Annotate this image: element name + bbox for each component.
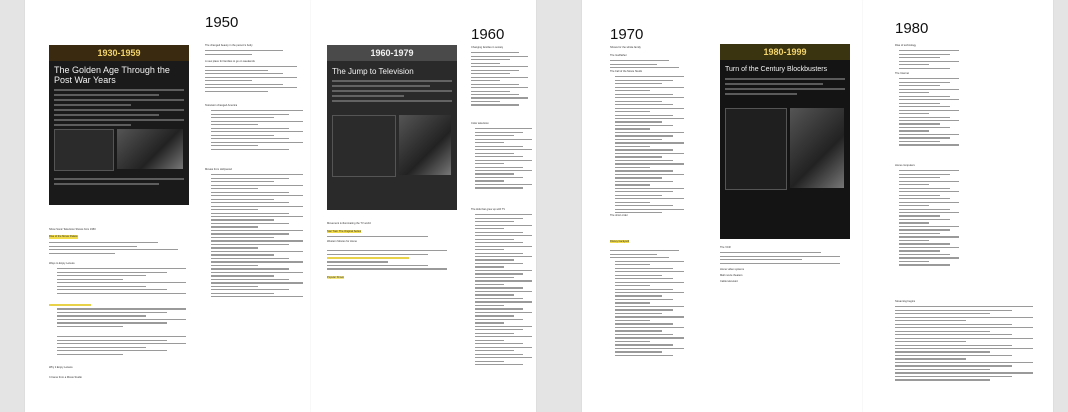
note-line: Western Movies for Home <box>327 240 357 243</box>
note-line: The VCR <box>720 246 731 249</box>
text-lines-4a <box>895 48 960 71</box>
text-lines-2e <box>471 212 533 368</box>
note-line: Shows for the whole family <box>610 46 641 49</box>
highlighted-note: Rise of the Movie Palace <box>49 235 78 239</box>
note-line: Streaming begins <box>895 300 916 303</box>
poster-photo <box>399 115 451 175</box>
text-lines-4c <box>895 168 960 268</box>
text-lines-2d <box>471 126 533 191</box>
note-line: The changed beauty in the person's body <box>205 44 253 47</box>
poster-1960-1979 <box>327 45 457 210</box>
text-lines-4b <box>895 76 960 148</box>
poster-list-box <box>332 115 396 177</box>
note-line: Color television <box>471 122 489 125</box>
note-line: Why it Enjoy Leisure <box>49 366 73 369</box>
note-line: It Came from a Movie Studio <box>49 376 82 379</box>
text-lines-1e <box>205 48 305 57</box>
note-line: The Internet <box>895 72 909 75</box>
text-lines-1h <box>205 172 305 300</box>
text-lines-3b <box>610 74 685 216</box>
note-line: The short order <box>610 214 628 217</box>
note-line: Rise of technology <box>895 44 917 47</box>
year-heading-1980: 1980 <box>895 20 929 37</box>
note-line: Changing families in society <box>471 46 504 49</box>
poster-list-box <box>54 129 114 171</box>
document-page-2 <box>311 0 536 412</box>
note-line: Home computers <box>895 164 915 167</box>
note-line: The Fall of the Movie Studio <box>610 70 643 73</box>
document-page-4 <box>863 0 1053 412</box>
poster-subtitle: The Golden Age Through the Post War Years <box>54 65 170 85</box>
note-line: The Godfather <box>610 54 627 57</box>
text-lines-3c <box>610 248 685 358</box>
poster-list-box <box>725 108 787 190</box>
text-lines-1c <box>49 302 189 329</box>
document-page-1 <box>25 0 311 412</box>
poster-photo <box>117 129 183 169</box>
text-lines-4d <box>895 304 1045 383</box>
poster-subtitle: The Jump to Television <box>332 67 414 76</box>
poster-title: 1930-1959 <box>49 45 189 61</box>
poster-1980-1999 <box>720 44 850 239</box>
poster-1930-1959 <box>49 45 189 205</box>
note-line: Home video systems <box>720 268 745 271</box>
text-lines-1f <box>205 64 305 94</box>
notes-block-1 <box>49 228 189 240</box>
note-line: Mall movie theaters <box>720 274 743 277</box>
note-line: Ways to Enjoy Leisure <box>49 262 75 265</box>
highlighted-note: Disney backyard <box>610 240 630 243</box>
text-lines-3d <box>720 250 850 266</box>
poster-photo <box>790 108 844 188</box>
highlighted-note: Star Trek: The Original Series <box>327 230 362 233</box>
note-line: Cable television <box>720 280 739 283</box>
year-heading-1950: 1950 <box>205 14 239 31</box>
note-line: Movement is illuminating the TV world <box>327 222 371 225</box>
year-heading-1960: 1960 <box>471 26 505 43</box>
note-line: Show Sonic Television Shows from 1950 <box>49 228 96 231</box>
note-line: A new place for families to go on weekends <box>205 60 255 63</box>
text-lines-2a <box>327 234 457 240</box>
note-line: Television changed America <box>205 104 238 107</box>
note-line: Movies from Hollywood <box>205 168 232 171</box>
text-lines-1g <box>205 108 305 152</box>
text-lines-1d <box>49 334 189 357</box>
text-lines-2c <box>471 50 533 108</box>
text-lines-1b <box>49 266 189 296</box>
poster-subtitle: Turn of the Century Blockbusters <box>725 66 828 73</box>
highlighted-note: Popular Shows <box>327 276 345 279</box>
text-lines-3a <box>610 58 685 71</box>
poster-title: 1960-1979 <box>327 45 457 61</box>
text-lines-2b <box>327 248 457 272</box>
document-page-3 <box>582 0 863 412</box>
note-line: The kids that grew up with TV <box>471 208 506 211</box>
year-heading-1970: 1970 <box>610 26 644 43</box>
text-lines-1a <box>49 240 189 256</box>
poster-title: 1980-1999 <box>720 44 850 60</box>
